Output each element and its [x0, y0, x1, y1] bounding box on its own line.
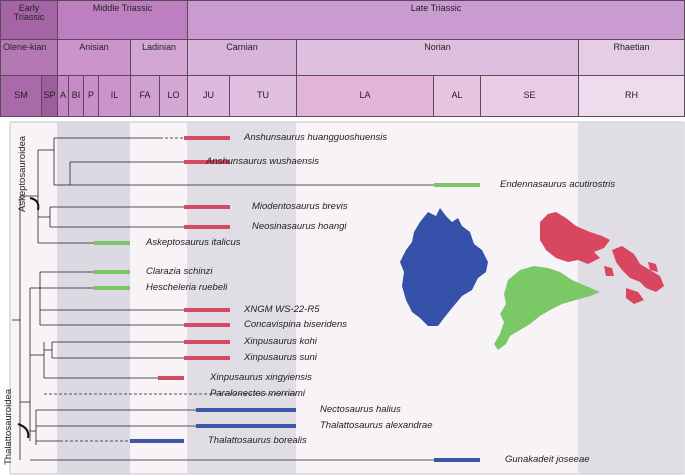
taxon-label: Askeptosaurus italicus [146, 237, 241, 248]
taxon-label: Hescheleria ruebeli [146, 282, 228, 293]
substage-bi: BI [68, 75, 84, 117]
taxon-label: Concavispina biseridens [244, 319, 347, 330]
epoch-middle-triassic: Middle Triassic [57, 0, 188, 40]
stage-ladinian: Ladinian [130, 39, 188, 76]
taxon-label: Anshunsaurus huangguoshuensis [244, 132, 388, 143]
substage-sm: SM [0, 75, 42, 117]
taxon-label: Endennasaurus acutirostris [500, 179, 616, 190]
taxon-label: XNGM WS-22-R5 [244, 304, 320, 315]
substage-rh: RH [578, 75, 685, 117]
stage-anisian: Anisian [57, 39, 131, 76]
substage-il: IL [98, 75, 131, 117]
substage-p: P [83, 75, 99, 117]
shade-band-anisian [57, 122, 130, 474]
stage-olenekian: Olene-kian [0, 39, 58, 76]
substage-a: A [57, 75, 69, 117]
substage-lo: LO [159, 75, 188, 117]
taxon-label: Xinpusaurus xingyiensis [210, 372, 312, 383]
taxon-label: Paralonectes merriami [210, 388, 306, 399]
stage-norian: Norian [296, 39, 579, 76]
substage-la: LA [296, 75, 434, 117]
substage-fa: FA [130, 75, 160, 117]
taxon-label: Neosinasaurus hoangi [252, 221, 347, 232]
substage-se: SE [480, 75, 579, 117]
taxon-label: Miodentosaurus brevis [252, 201, 348, 212]
taxon-label: Clarazia schinzi [146, 266, 213, 277]
substage-sp: SP [41, 75, 58, 117]
stage-carnian: Carnian [187, 39, 297, 76]
clade-label-thalattosauroidea: Thalattosauroidea [3, 388, 14, 465]
taxon-label: Thalattosaurus alexandrae [320, 420, 433, 431]
taxon-label: Xinpusaurus suni [244, 352, 317, 363]
clade-label-askeptosauroidea: Askeptosauroidea [17, 135, 28, 212]
taxon-label: Thalattosaurus borealis [208, 435, 307, 446]
substage-ju: JU [187, 75, 230, 117]
epoch-early-triassic: Early Triassic [0, 0, 58, 40]
taxon-label: Anshunsaurus wushaensis [206, 156, 320, 167]
epoch-late-triassic: Late Triassic [187, 0, 685, 40]
taxon-label: Xinpusaurus kohi [244, 336, 317, 347]
stage-rhaetian: Rhaetian [578, 39, 685, 76]
substage-al: AL [433, 75, 481, 117]
substage-tu: TU [229, 75, 297, 117]
taxon-label: Gunakadeit joseeae [505, 454, 590, 465]
shade-band-carnian [187, 122, 296, 474]
taxon-label: Nectosaurus halius [320, 404, 401, 415]
